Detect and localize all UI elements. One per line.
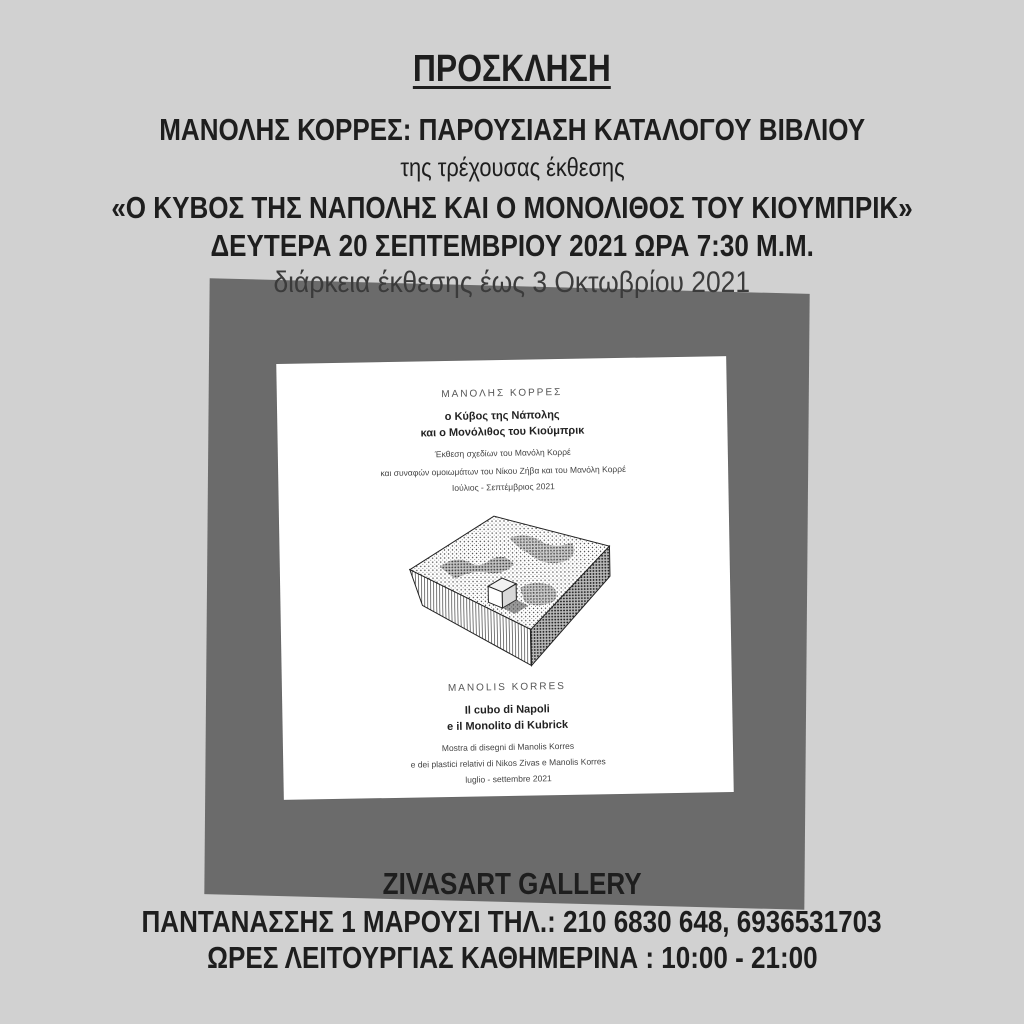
catalog-author-italian: MANOLIS KORRES — [447, 680, 567, 695]
catalog-title-italian-line1: Il cubo di Napoli — [464, 703, 550, 717]
exhibition-title: «Ο ΚΥΒΟΣ ΤΗΣ ΝΑΠΟΛΗΣ ΚΑΙ Ο ΜΟΝΟΛΙΘΟΣ ΤΟΥ ΚΙΟΥΜΠΡΙΚ» — [111, 190, 913, 225]
catalog-title-greek-line2: και ο Μονόλιθος του Κιούμπρικ — [420, 424, 585, 440]
catalog-desc-italian-line1: Mostra di disegni di Manolis Korres — [441, 740, 575, 754]
catalog-dates-greek: Ιούλιος - Σεπτέμβριος 2021 — [451, 481, 555, 493]
catalog-desc-greek-line1: Έκθεση σχεδίων του Μανόλη Κορρέ — [434, 446, 571, 460]
opening-hours: ΩΡΕΣ ΛΕΙΤΟΥΡΓΙΑΣ ΚΑΘΗΜΕΡΙΝΑ : 10:00 - 21:00 — [206, 940, 818, 975]
catalog-cover — [276, 356, 734, 800]
catalog-title-italian-line2: e il Monolito di Kubrick — [446, 718, 569, 734]
catalog-title-greek-line1: ο Κύβος της Νάπολης — [444, 409, 560, 424]
catalog-dates-italian: luglio - settembre 2021 — [465, 773, 552, 785]
main-title: ΜΑΝΟΛΗΣ ΚΟΡΡΕΣ: ΠΑΡΟΥΣΙΑΣΗ ΚΑΤΑΛΟΓΟΥ ΒΙΒΛΙΟΥ — [159, 112, 865, 147]
invitation-heading: ΠΡΟΣΚΛΗΣΗ — [413, 48, 611, 90]
gallery-name: ZIVASART GALLERY — [382, 866, 642, 901]
catalog-desc-italian-line2: e dei plastici relativi di Nikos Zivas e Manolis Korres — [410, 756, 606, 770]
exhibition-duration: διάρκεια έκθεσης έως 3 Οκτωβρίου 2021 — [273, 266, 751, 299]
cube-on-terrain-drawing — [399, 506, 617, 678]
catalog-author-greek: ΜΑΝΟΛΗΣ ΚΟΡΡΕΣ — [441, 386, 563, 401]
gallery-address-phone: ΠΑΝΤΑΝΑΣΣΗΣ 1 ΜΑΡΟΥΣΙ ΤΗΛ.: 210 6830 648, 6936531703 — [141, 904, 883, 939]
subtitle: της τρέχουσας έκθεσης — [399, 152, 625, 182]
event-date: ΔΕΥΤΕΡΑ 20 ΣΕΠΤΕΜΒΡΙΟΥ 2021 ΩΡΑ 7:30 Μ.Μ. — [210, 228, 814, 263]
catalog-desc-greek-line2: και συναφών ομοιωμάτων του Νίκου Ζήβα και του Μανόλη Κορρέ — [380, 463, 626, 479]
